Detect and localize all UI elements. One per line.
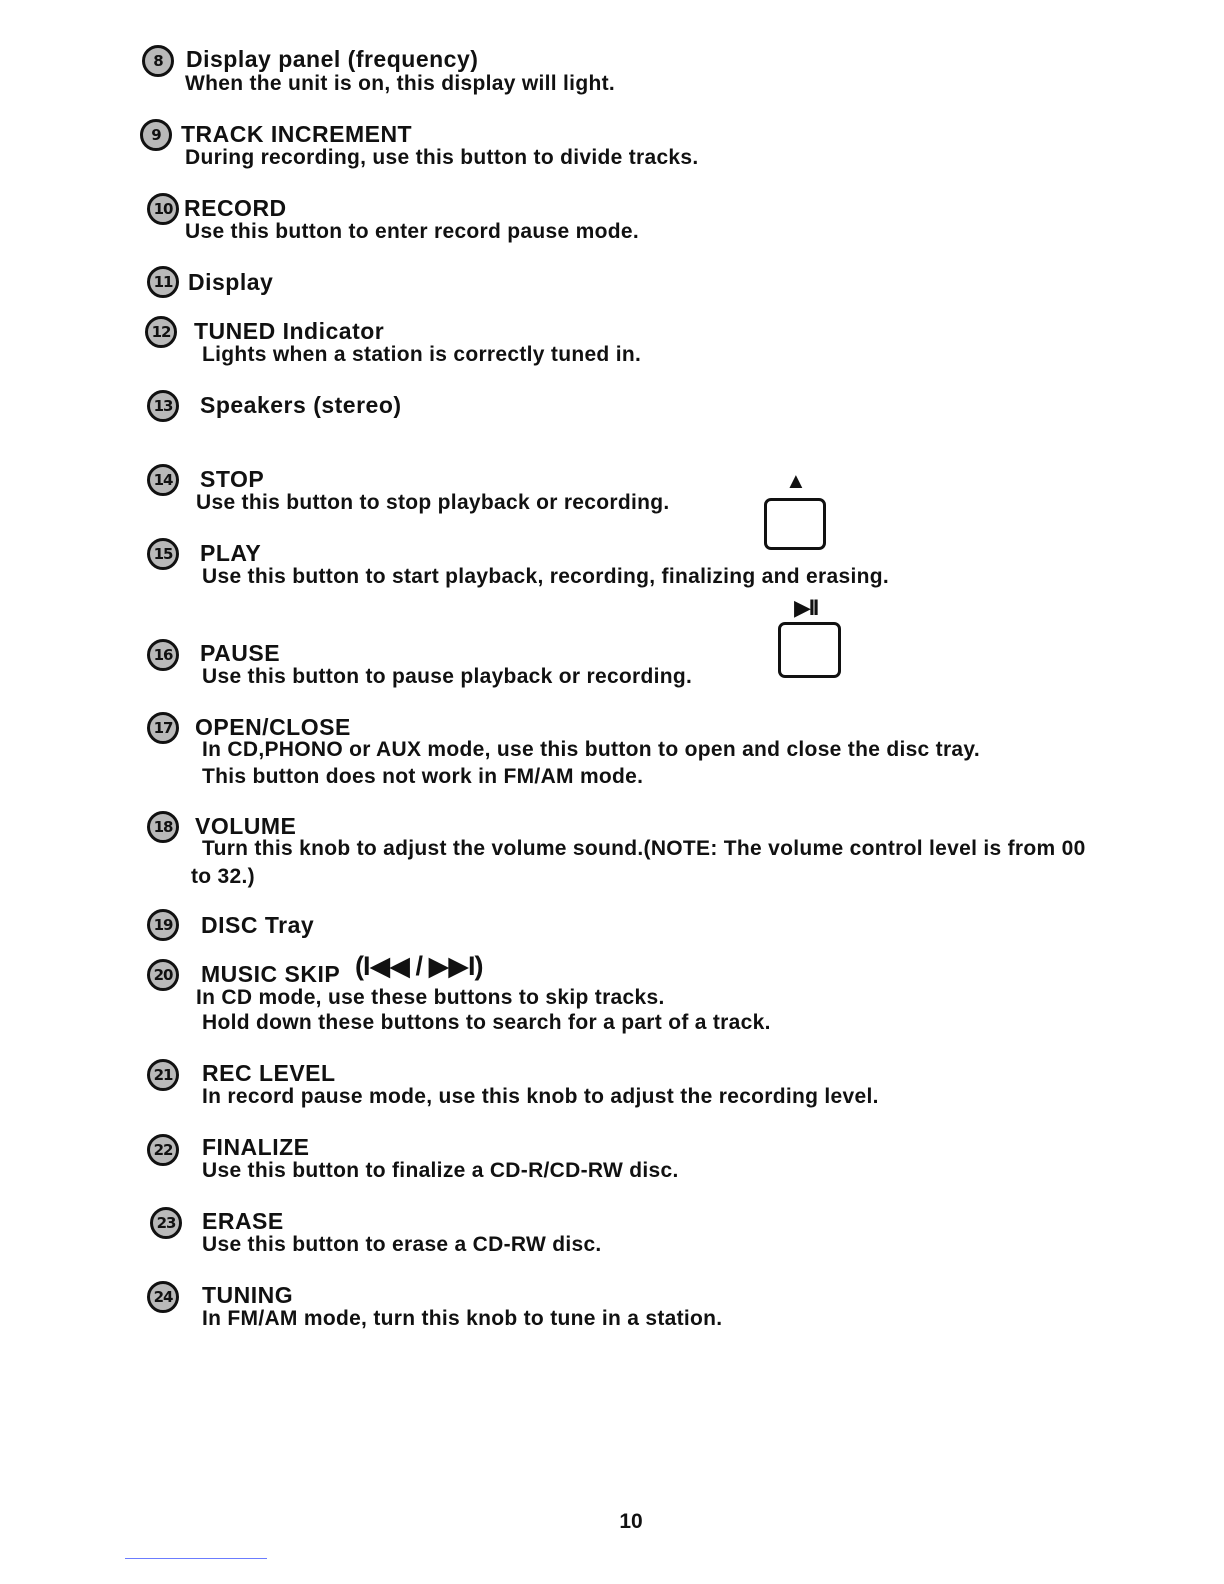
item-description: Hold down these buttons to search for a part of a track. (202, 1011, 771, 1034)
item-description: During recording, use this button to divide tracks. (185, 146, 699, 169)
item-title: TRACK INCREMENT (181, 121, 413, 147)
item-description: Use this button to erase a CD-RW disc. (202, 1233, 602, 1256)
item-number-badge: 14 (147, 464, 179, 496)
item-description: Lights when a station is correctly tuned in. (202, 343, 642, 366)
footer-rule (125, 1558, 267, 1559)
item-number-badge: 13 (147, 390, 179, 422)
item-title: PAUSE (200, 640, 281, 666)
item-title: RECORD (184, 195, 287, 221)
item-number-badge: 8 (142, 45, 174, 77)
eject-icon: ▲ (785, 468, 807, 493)
item-number-badge: 22 (147, 1134, 179, 1166)
item-number-badge: 19 (147, 909, 179, 941)
item-description: In FM/AM mode, turn this knob to tune in a station. (202, 1307, 723, 1330)
item-title: DISC Tray (201, 912, 315, 938)
item-number-badge: 18 (147, 811, 179, 843)
item-description: In CD mode, use these buttons to skip tracks. (196, 986, 665, 1009)
page-number: 10 (619, 1510, 643, 1533)
item-number-badge: 9 (140, 119, 172, 151)
item-description: In CD,PHONO or AUX mode, use this button to open and close the disc tray. (202, 738, 980, 761)
item-title: FINALIZE (202, 1134, 310, 1160)
item-title: ERASE (202, 1208, 284, 1234)
item-number-badge: 24 (147, 1281, 179, 1313)
item-number-badge: 20 (147, 959, 179, 991)
button-outline (764, 498, 826, 550)
item-number-badge: 21 (147, 1059, 179, 1091)
item-title: STOP (200, 466, 265, 492)
item-description: Use this button to start playback, recording, finalizing and erasing. (202, 565, 889, 588)
item-description: When the unit is on, this display will light. (185, 72, 616, 95)
item-title: MUSIC SKIP (201, 961, 341, 987)
item-number-badge: 11 (147, 266, 179, 298)
item-title: Display (188, 269, 274, 295)
item-number-badge: 10 (147, 193, 179, 225)
item-title: TUNING (202, 1282, 294, 1308)
item-title: REC LEVEL (202, 1060, 336, 1086)
item-description: Use this button to finalize a CD-R/CD-RW disc. (202, 1159, 679, 1182)
item-number-badge: 16 (147, 639, 179, 671)
item-number-badge: 15 (147, 538, 179, 570)
item-number-badge: 23 (150, 1207, 182, 1239)
skip-prev-next-icon: (I◀◀ / ▶▶I) (355, 951, 483, 981)
item-title: OPEN/CLOSE (195, 714, 351, 740)
item-title: Display panel (frequency) (186, 46, 479, 72)
item-title: Speakers (stereo) (200, 392, 402, 418)
item-description: This button does not work in FM/AM mode. (202, 765, 644, 788)
item-number-badge: 12 (145, 316, 177, 348)
item-description: Use this button to pause playback or recording. (202, 665, 693, 688)
item-title: TUNED Indicator (194, 318, 385, 344)
item-title: PLAY (200, 540, 262, 566)
item-number-badge: 17 (147, 712, 179, 744)
item-description: Use this button to enter record pause mode. (185, 220, 639, 243)
item-description: In record pause mode, use this knob to adjust the recording level. (202, 1085, 879, 1108)
button-outline (778, 622, 841, 678)
item-title: VOLUME (195, 813, 297, 839)
item-description: Turn this knob to adjust the volume sound.(NOTE: The volume control level is from 00 (202, 837, 1086, 860)
item-description: to 32.) (191, 865, 255, 888)
item-description: Use this button to stop playback or recording. (196, 491, 670, 514)
play-pause-icon: ▶II (794, 595, 818, 620)
